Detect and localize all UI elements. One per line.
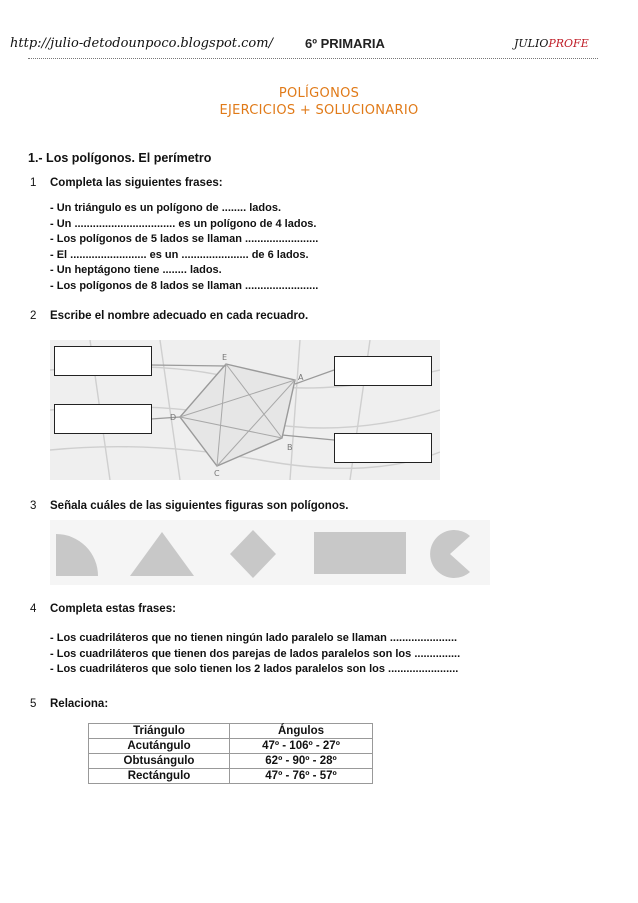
header-divider — [28, 58, 598, 59]
table-cell: Acutángulo — [89, 739, 230, 754]
vertex-label-e: E — [222, 353, 228, 362]
vertex-label-c: C — [214, 469, 220, 478]
table-header-cell: Triángulo — [89, 724, 230, 739]
answer-box-bottom-right[interactable] — [334, 433, 432, 463]
author-signature — [514, 37, 589, 50]
exercise-2-prompt: Escribe el nombre adecuado en cada recuadro. — [50, 310, 309, 322]
table-row — [89, 739, 373, 754]
grade-label: 6º PRIMARIA — [305, 36, 385, 51]
table-row — [89, 754, 373, 769]
vertex-label-b: B — [287, 443, 293, 452]
table-cell: Rectángulo — [89, 769, 230, 784]
page-title: POLÍGONOS — [278, 86, 360, 101]
exercise-1-line: - El ......................... es un ...................... de 6 lados. — [50, 248, 309, 261]
exercise-4-line: - Los cuadriláteros que tienen dos parejas de lados paralelos son los ............... — [50, 647, 461, 660]
answer-box-top-left[interactable] — [54, 346, 152, 376]
page-subtitle: EJERCICIOS + SOLUCIONARIO — [219, 103, 419, 118]
exercise-2-number: 2 — [30, 310, 37, 322]
author-name: JULIO — [514, 37, 549, 50]
exercise-1-line: - Un ................................. es un polígono de 4 lados. — [50, 217, 317, 230]
vertex-label-a: A — [298, 373, 304, 382]
exercise-1-number: 1 — [30, 177, 37, 189]
table-header-cell: Ángulos — [230, 724, 373, 739]
exercise-1-line: - Un heptágono tiene ........ lados. — [50, 264, 222, 276]
shapes-row — [50, 520, 490, 585]
relation-table-wrap — [88, 723, 373, 784]
answer-box-top-right[interactable] — [334, 356, 432, 386]
exercise-3-number: 3 — [30, 500, 37, 512]
exercise-1-line: - Los polígonos de 8 lados se llaman ........................ — [50, 279, 319, 292]
exercise-3-prompt: Señala cuáles de las siguientes figuras son polígonos. — [50, 500, 349, 512]
rectangle-shape — [314, 532, 406, 574]
table-cell: 47º - 76º - 57º — [230, 769, 373, 784]
table-cell: Obtusángulo — [89, 754, 230, 769]
exercise-1-line: - Los polígonos de 5 lados se llaman ........................ — [50, 233, 319, 245]
exercise-5-prompt: Relaciona: — [50, 698, 109, 710]
table-row — [89, 769, 373, 784]
exercise-1-prompt: Completa las siguientes frases: — [50, 177, 223, 189]
answer-box-bottom-left[interactable] — [54, 404, 152, 434]
exercise-4-lines — [50, 631, 460, 678]
exercise-4-number: 4 — [30, 603, 37, 615]
table-cell: 47º - 106º - 27º — [230, 739, 373, 754]
exercise-5-number: 5 — [30, 698, 37, 710]
blog-url: http://julio-detodounpoco.blogspot.com/ — [10, 36, 273, 51]
relation-table — [88, 723, 373, 784]
exercise-4-line: - Los cuadriláteros que solo tienen los 2 lados paralelos son los ....................... — [50, 663, 459, 675]
vertex-label-d: D — [170, 413, 177, 422]
exercise-4-line: - Los cuadriláteros que no tienen ningún lado paralelo se llaman ...................... — [50, 632, 458, 644]
section-title: 1.- Los polígonos. El perímetro — [28, 151, 212, 165]
author-suffix: PROFE — [548, 37, 589, 50]
exercise-1-line: - Un triángulo es un polígono de ........ lados. — [50, 202, 281, 214]
exercise-1-lines — [50, 201, 318, 294]
table-cell: 62º - 90º - 28º — [230, 754, 373, 769]
exercise-4-prompt: Completa estas frases: — [50, 603, 176, 615]
table-header-row — [89, 724, 373, 739]
